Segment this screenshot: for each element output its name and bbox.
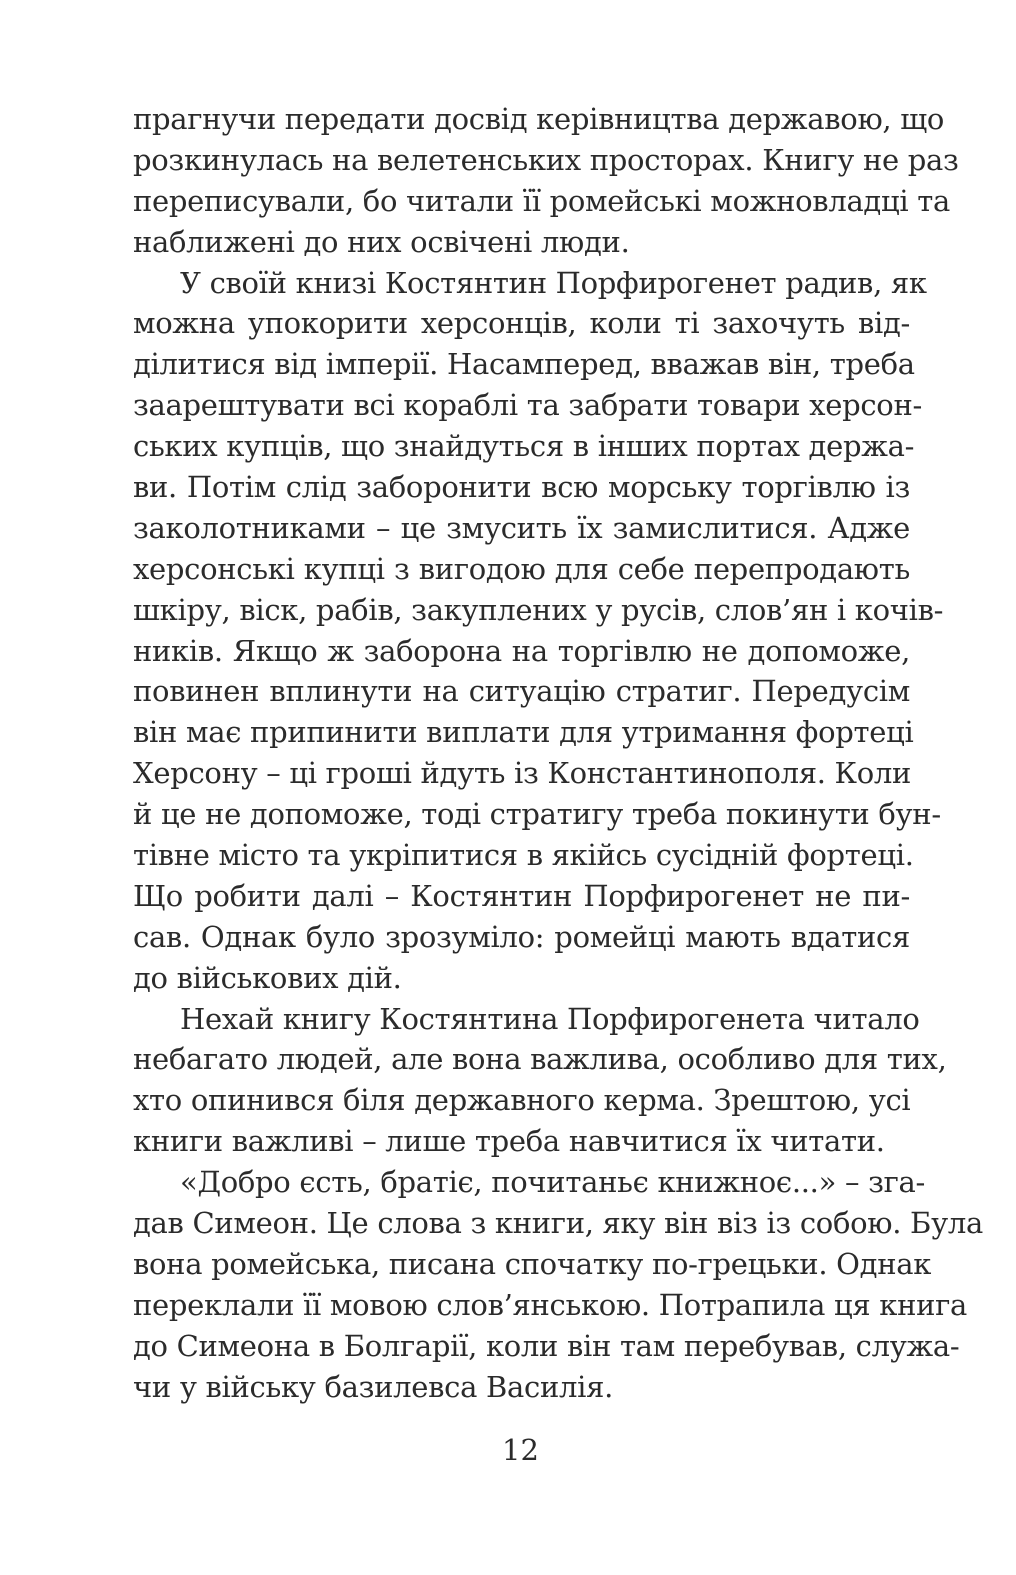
text-line: Херсону – ці гроші йдуть із Константинополя. Коли (133, 756, 912, 791)
text-line: херсонські купці з вигодою для себе перепродають (133, 551, 910, 586)
text-line: переклали її мовою слов’янською. Потрапила ця книга (133, 1287, 968, 1322)
text-line: ських купців, що знайдуться в інших портах держа- (133, 429, 915, 464)
text-line: до Симеона в Болгарії, коли він там перебував, служа- (133, 1328, 960, 1363)
text-line: У своїй книзі Костянтин Порфирогенет радив, як (180, 265, 927, 300)
text-line: тівне місто та укріпитися в якійсь сусідній фортеці. (133, 838, 914, 873)
text-line: переписували, бо читали її ромейські можновладці та (133, 183, 950, 218)
page-number: 12 (502, 1433, 539, 1467)
paragraph (133, 1162, 983, 1407)
text-line: шкіру, віск, рабів, закуплених у русів, слов’ян і кочів- (133, 592, 944, 627)
paragraph (133, 999, 947, 1163)
text-line: «Добро єсть, братіє, почитаньє книжноє...» – зга- (180, 1165, 925, 1200)
text-line: Що робити далі – Костянтин Порфирогенет не пи- (133, 878, 910, 913)
text-line: Нехай книгу Костянтина Порфирогенета читало (180, 1001, 920, 1036)
text-line: ви. Потім слід заборонити всю морську торгівлю із (133, 470, 910, 505)
text-line: ділитися від імперії. Насамперед, вважав він, треба (133, 347, 915, 382)
text-line: заарештувати всі кораблі та забрати товари херсон- (133, 388, 922, 423)
paragraph (133, 99, 959, 263)
text-line: дав Симеон. Це слова з книги, яку він віз із собою. Була (133, 1206, 983, 1241)
paragraph (133, 263, 944, 999)
text-line: розкинулась на велетенських просторах. Книгу не раз (133, 142, 959, 177)
text-line: й це не допоможе, тоді стратигу треба покинути бун- (133, 797, 941, 832)
body-text (133, 99, 983, 1408)
text-line: небагато людей, але вона важлива, особливо для тих, (133, 1042, 947, 1077)
text-line: повинен вплинути на ситуацію стратиг. Передусім (133, 674, 910, 709)
text-line: сав. Однак було зрозуміло: ромейці мають вдатися (133, 919, 910, 954)
text-line: вона ромейська, писана спочатку по-грецьки. Однак (133, 1246, 932, 1281)
text-line: наближені до них освічені люди. (133, 224, 630, 259)
text-line: можна упокорити херсонців, коли ті захочуть від- (133, 306, 910, 341)
text-line: книги важливі – лише треба навчитися їх читати. (133, 1124, 885, 1159)
text-line: до військових дій. (133, 960, 402, 995)
text-line: заколотниками – це змусить їх замислитися. Адже (133, 510, 910, 545)
text-line: прагнучи передати досвід керівництва державою, що (133, 102, 945, 136)
text-line: він має припинити виплати для утримання фортеці (133, 715, 914, 750)
text-line: чи у війську базилевса Василія. (133, 1369, 614, 1404)
text-line: ників. Якщо ж заборона на торгівлю не допоможе, (133, 633, 910, 668)
text-line: хто опинився біля державного керма. Зрештою, усі (133, 1083, 911, 1118)
